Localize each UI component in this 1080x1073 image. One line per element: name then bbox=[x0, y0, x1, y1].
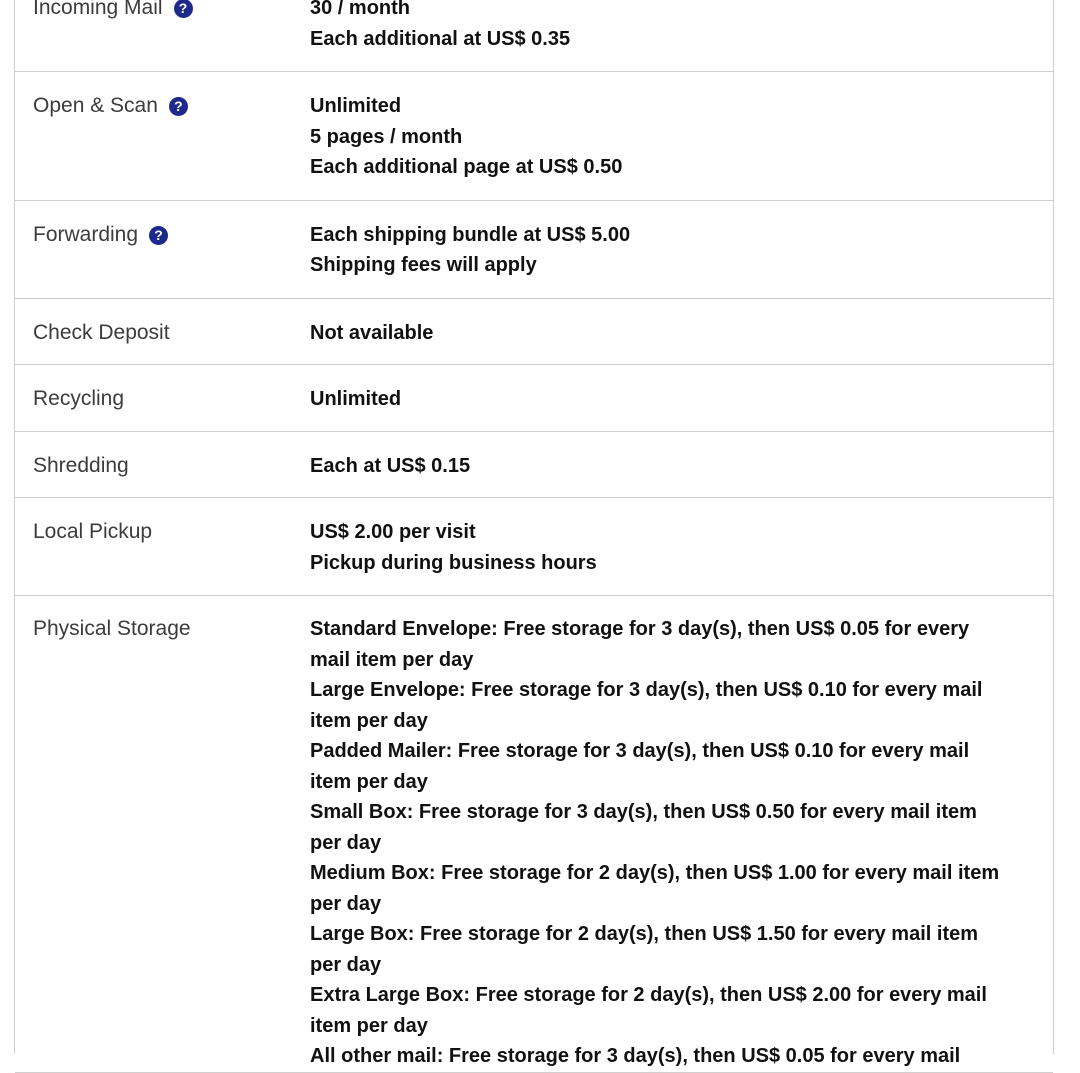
table-row-shredding bbox=[15, 432, 1053, 499]
question-circle-icon[interactable]: ? bbox=[149, 226, 168, 245]
row-value-cell bbox=[310, 384, 1053, 415]
row-label-cell bbox=[15, 0, 310, 54]
table-row-local-pickup bbox=[15, 498, 1053, 596]
row-label: Local Pickup bbox=[33, 520, 153, 543]
row-value-line: Large Envelope: Free storage for 3 day(s), then US$ 0.10 for every mail bbox=[310, 679, 983, 701]
row-value-line: item per day bbox=[310, 770, 428, 793]
row-label: Physical Storage bbox=[33, 617, 191, 640]
row-value-line: Unlimited bbox=[310, 388, 402, 410]
row-value-line: Small Box: Free storage for 3 day(s), then US$ 0.50 for every mail item bbox=[310, 801, 977, 823]
question-circle-icon[interactable]: ? bbox=[174, 0, 193, 18]
row-value-line: All other mail: Free storage for 3 day(s), then US$ 0.05 for every mail bbox=[310, 1045, 961, 1067]
row-value-line: Extra Large Box: Free storage for 2 day(s), then US$ 2.00 for every mail bbox=[310, 984, 987, 1006]
row-label: Forwarding bbox=[33, 222, 139, 246]
row-value-line: per day bbox=[310, 831, 382, 854]
row-value-line: Each additional page at US$ 0.50 bbox=[310, 156, 623, 178]
row-value-line: Standard Envelope: Free storage for 3 day(s), then US$ 0.05 for every bbox=[310, 618, 970, 640]
row-value-line: Unlimited bbox=[310, 95, 402, 117]
row-label: Open & Scan bbox=[33, 94, 158, 117]
row-value-line: Medium Box: Free storage for 2 day(s), then US$ 1.00 for every mail item bbox=[310, 862, 1000, 884]
row-value-line: 30 / month bbox=[310, 0, 411, 19]
row-value-cell bbox=[310, 220, 1053, 281]
row-label-cell bbox=[15, 220, 310, 281]
row-value-line: item per day bbox=[310, 709, 428, 732]
row-value-line: 5 pages / month bbox=[310, 125, 463, 148]
row-label-cell bbox=[15, 614, 310, 1072]
row-value-line: Each at US$ 0.15 bbox=[310, 454, 471, 477]
row-label: Recycling bbox=[33, 387, 125, 410]
row-label-cell bbox=[15, 318, 310, 349]
row-label: Shredding bbox=[33, 453, 129, 477]
row-value-line: Each shipping bundle at US$ 5.00 bbox=[310, 223, 631, 246]
table-row-recycling bbox=[15, 365, 1053, 432]
table-row-open-scan bbox=[15, 72, 1053, 201]
row-value-line: item per day bbox=[310, 1014, 428, 1037]
row-value-line: mail item per day bbox=[310, 648, 474, 671]
row-value-line: Shipping fees will apply bbox=[310, 254, 537, 276]
row-label-cell bbox=[15, 384, 310, 415]
row-value-cell bbox=[310, 0, 1053, 54]
row-label: Incoming Mail bbox=[33, 0, 163, 19]
row-value-line: Large Box: Free storage for 2 day(s), then US$ 1.50 for every mail item bbox=[310, 923, 979, 945]
row-label-cell bbox=[15, 451, 310, 482]
table-row-incoming bbox=[15, 0, 1053, 72]
pricing-table-frame bbox=[14, 0, 1054, 1067]
row-label-cell bbox=[15, 91, 310, 183]
table-row-check-deposit bbox=[15, 299, 1053, 366]
table-row-forwarding bbox=[15, 201, 1053, 299]
row-value-cell bbox=[310, 451, 1053, 482]
row-value-line: Pickup during business hours bbox=[310, 551, 597, 574]
row-value-line: US$ 2.00 per visit bbox=[310, 521, 476, 543]
row-value-line: Not available bbox=[310, 321, 434, 344]
row-value-line: Padded Mailer: Free storage for 3 day(s), then US$ 0.10 for every mail bbox=[310, 740, 970, 762]
row-value-cell bbox=[310, 614, 1053, 1072]
pricing-table bbox=[15, 0, 1053, 1073]
question-circle-icon[interactable]: ? bbox=[169, 97, 188, 116]
row-label-cell bbox=[15, 517, 310, 578]
row-value-line: per day bbox=[310, 953, 382, 976]
row-value-line: per day bbox=[310, 892, 382, 915]
row-value-cell bbox=[310, 91, 1053, 183]
row-value-cell bbox=[310, 517, 1053, 578]
row-value-cell bbox=[310, 318, 1053, 349]
table-row-physical-storage bbox=[15, 596, 1053, 1073]
row-value-line: Each additional at US$ 0.35 bbox=[310, 27, 571, 50]
row-label: Check Deposit bbox=[33, 320, 170, 344]
